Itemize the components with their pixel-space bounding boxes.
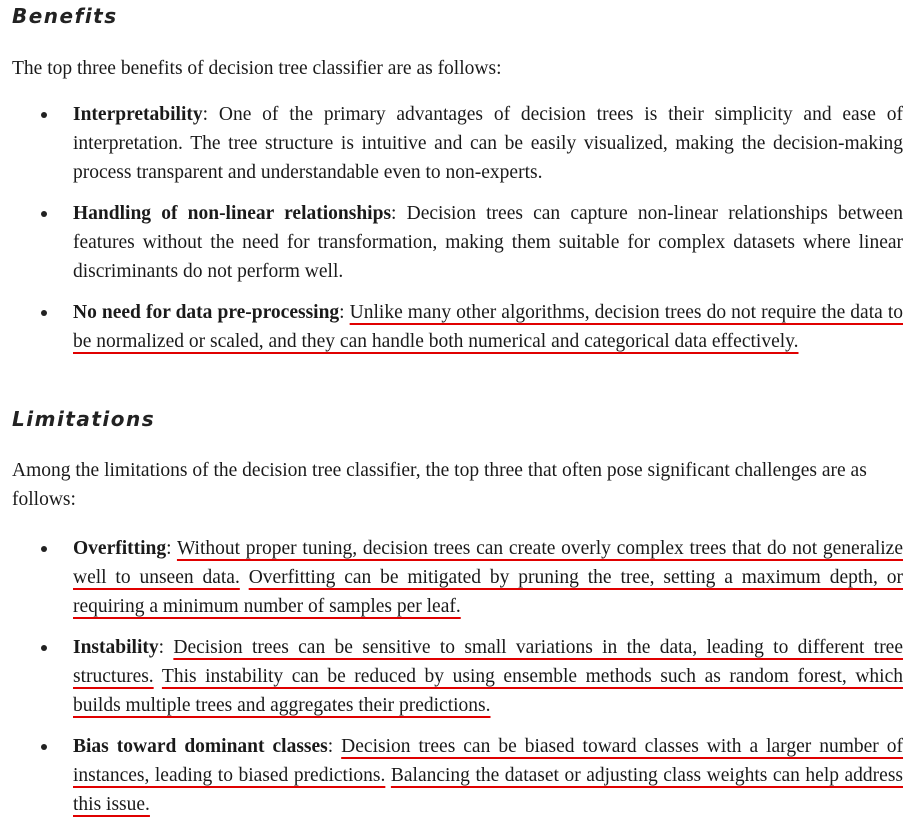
bullet-icon xyxy=(41,112,47,118)
underlined-text: This instability can be reduced by using ensemble methods such as random forest, which builds multiple trees and aggregates their predictions. xyxy=(73,666,903,716)
list-item: Instability: Decision trees can be sensitive to small variations in the data, leading to different tree structures. This instability can be reduced by using ensemble methods such as random forest, which builds multiple trees and aggregates their predictions. xyxy=(0,633,903,720)
bullet-icon xyxy=(41,645,47,651)
underlined-text: Balancing the dataset or adjusting class weights can help address this issue. xyxy=(73,765,903,815)
underlined-text: Without proper tuning, decision trees can create overly complex trees that do not generalize well to unseen data. xyxy=(73,538,903,588)
item-term: Interpretability xyxy=(73,104,203,125)
item-text: One of the primary advantages of decision trees is their simplicity and ease of interpretation. The tree structure is intuitive and can be easily visualized, making the decision-making process transparent and understandable even to non-experts. xyxy=(73,104,904,183)
underlined-text: Decision trees can be biased toward classes with a larger number of instances, leading to biased predictions. xyxy=(73,736,904,786)
limitations-intro: Among the limitations of the decision tree classifier, the top three that often pose significant challenges are as follows: xyxy=(12,460,867,510)
item-term: Handling of non-linear relationships xyxy=(73,203,392,224)
bullet-icon xyxy=(41,310,47,316)
benefits-intro: The top three benefits of decision tree classifier are as follows: xyxy=(12,58,502,79)
item-term: Overfitting xyxy=(73,538,167,559)
list-item: No need for data pre-processing: Unlike many other algorithms, decision trees do not require the data to be normalized or scaled, and they can handle both numerical and categorical data effectively. xyxy=(0,298,903,356)
bullet-icon xyxy=(41,546,47,552)
bullet-icon xyxy=(41,744,47,750)
list-item: Handling of non-linear relationships: Decision trees can capture non-linear relationships between features without the need for transformation, making them suitable for complex datasets where linear discriminants do not perform well. xyxy=(0,199,903,286)
list-item: Bias toward dominant classes: Decision trees can be biased toward classes with a larger number of instances, leading to biased predictions. Balancing the dataset or adjusting class weights can help address this issue. xyxy=(0,732,903,819)
item-term: Bias toward dominant classes xyxy=(73,736,328,757)
limitations-list xyxy=(0,534,903,819)
benefits-heading: Benefits xyxy=(12,4,118,28)
list-item: Interpretability: One of the primary advantages of decision trees is their simplicity and ease of interpretation. The tree structure is intuitive and can be easily visualized, making the decision-making process transparent and understandable even to non-experts. xyxy=(0,100,903,187)
benefits-list xyxy=(0,100,903,356)
item-term: Instability xyxy=(73,637,159,658)
underlined-text: Decision trees can be sensitive to small variations in the data, leading to different tree structures. xyxy=(73,637,903,687)
list-item: Overfitting: Without proper tuning, decision trees can create overly complex trees that do not generalize well to unseen data. Overfitting can be mitigated by pruning the tree, setting a maximum depth, or requiring a minimum number of samples per leaf. xyxy=(0,534,903,621)
underlined-text: Unlike many other algorithms, decision trees do not require the data to be normalized or scaled, and they can handle both numerical and categorical data effectively. xyxy=(73,302,903,352)
underlined-text: Overfitting can be mitigated by pruning the tree, setting a maximum depth, or requiring a minimum number of samples per leaf. xyxy=(73,567,903,617)
bullet-icon xyxy=(41,211,47,217)
item-term: No need for data pre-processing xyxy=(73,302,340,323)
limitations-heading: Limitations xyxy=(12,407,156,431)
item-text: Decision trees can capture non-linear relationships between features without the need for transformation, making them suitable for complex datasets where linear discriminants do not perform well. xyxy=(73,203,903,282)
